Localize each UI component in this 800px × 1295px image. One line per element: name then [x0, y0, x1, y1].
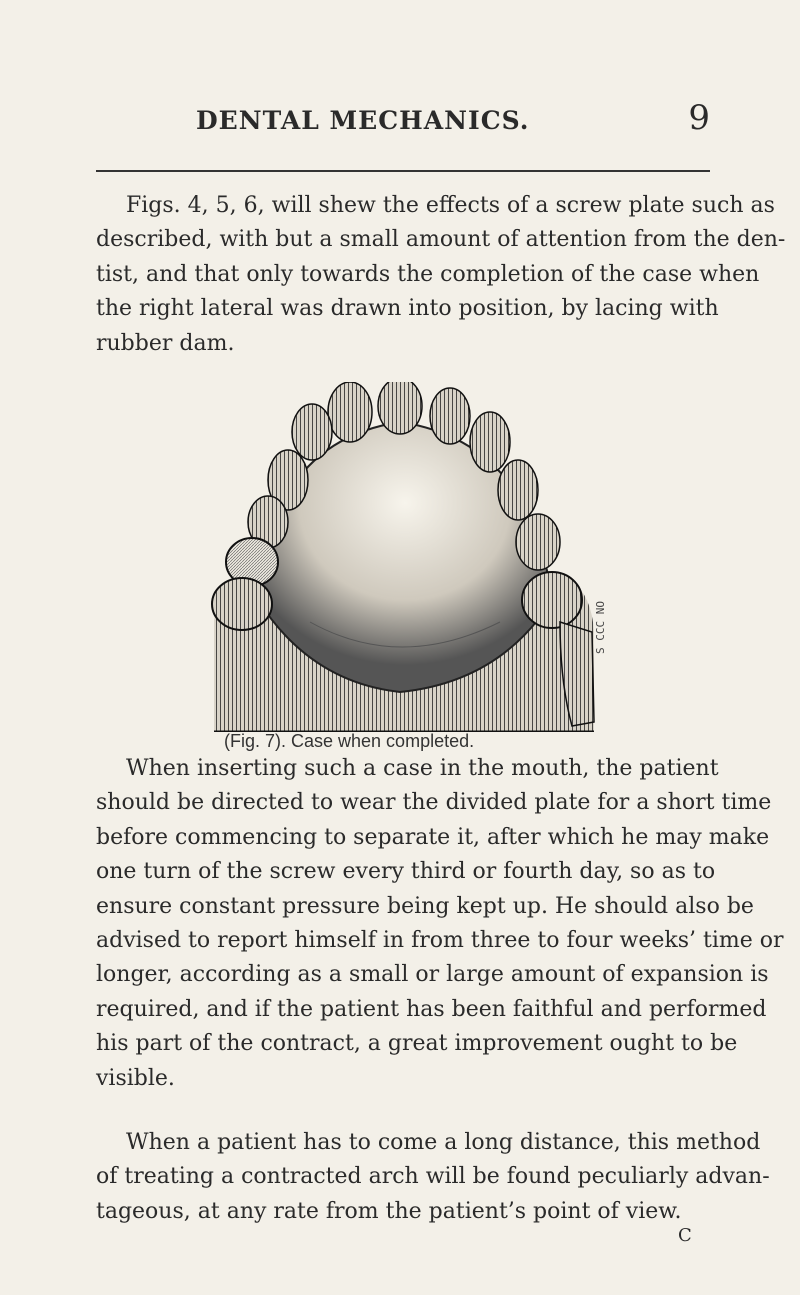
paragraph-line: advised to report himself in from three to four weeks’ time or [96, 928, 784, 954]
page-number: 9 [688, 98, 710, 138]
running-title: DENTAL MECHANICS. [196, 106, 530, 135]
paragraph-line: When inserting such a case in the mouth, the patient [126, 756, 719, 781]
paragraph-line: Figs. 4, 5, 6, will shew the effects of a screw plate such as [126, 193, 775, 218]
figure-caption: (Fig. 7). Case when completed. [224, 731, 475, 751]
paragraph-line: rubber dam. [96, 330, 235, 356]
paragraph-line: one turn of the screw every third or fourth day, so as to [96, 859, 716, 885]
paragraph-line: ensure constant pressure being kept up. He should also be [96, 893, 754, 919]
paragraph-line: required, and if the patient has been faithful and performed [96, 996, 767, 1022]
paragraph-line: described, with but a small amount of attention from the den- [96, 227, 786, 253]
paragraph-2 [96, 752, 784, 1096]
paragraph-line: of treating a contracted arch will be found peculiarly advan- [96, 1164, 770, 1190]
paragraph-line: tist, and that only towards the completion of the case when [96, 261, 760, 287]
paragraph-line: should be directed to wear the divided plate for a short time [96, 790, 772, 816]
paragraph-line: his part of the contract, a great improvement ought to be [96, 1031, 738, 1057]
paragraph-line: tageous, at any rate from the patient’s point of view. [96, 1198, 682, 1224]
paragraph-line: the right lateral was drawn into position, by lacing with [96, 296, 719, 322]
paragraph-line: longer, according as a small or large amount of expansion is [96, 962, 769, 988]
signature-mark: C [678, 1225, 692, 1246]
library-stamp: S CCC NO [594, 601, 607, 654]
paragraph-line: before commencing to separate it, after which he may make [96, 824, 770, 850]
paragraph-line: When a patient has to come a long distance, this method [126, 1130, 761, 1155]
header-rule [96, 170, 710, 172]
paragraph-1 [96, 189, 786, 361]
dental-cast-illustration [200, 382, 606, 732]
paragraph-line: visible. [96, 1065, 175, 1091]
page-header [96, 98, 710, 146]
paragraph-3 [96, 1126, 770, 1229]
